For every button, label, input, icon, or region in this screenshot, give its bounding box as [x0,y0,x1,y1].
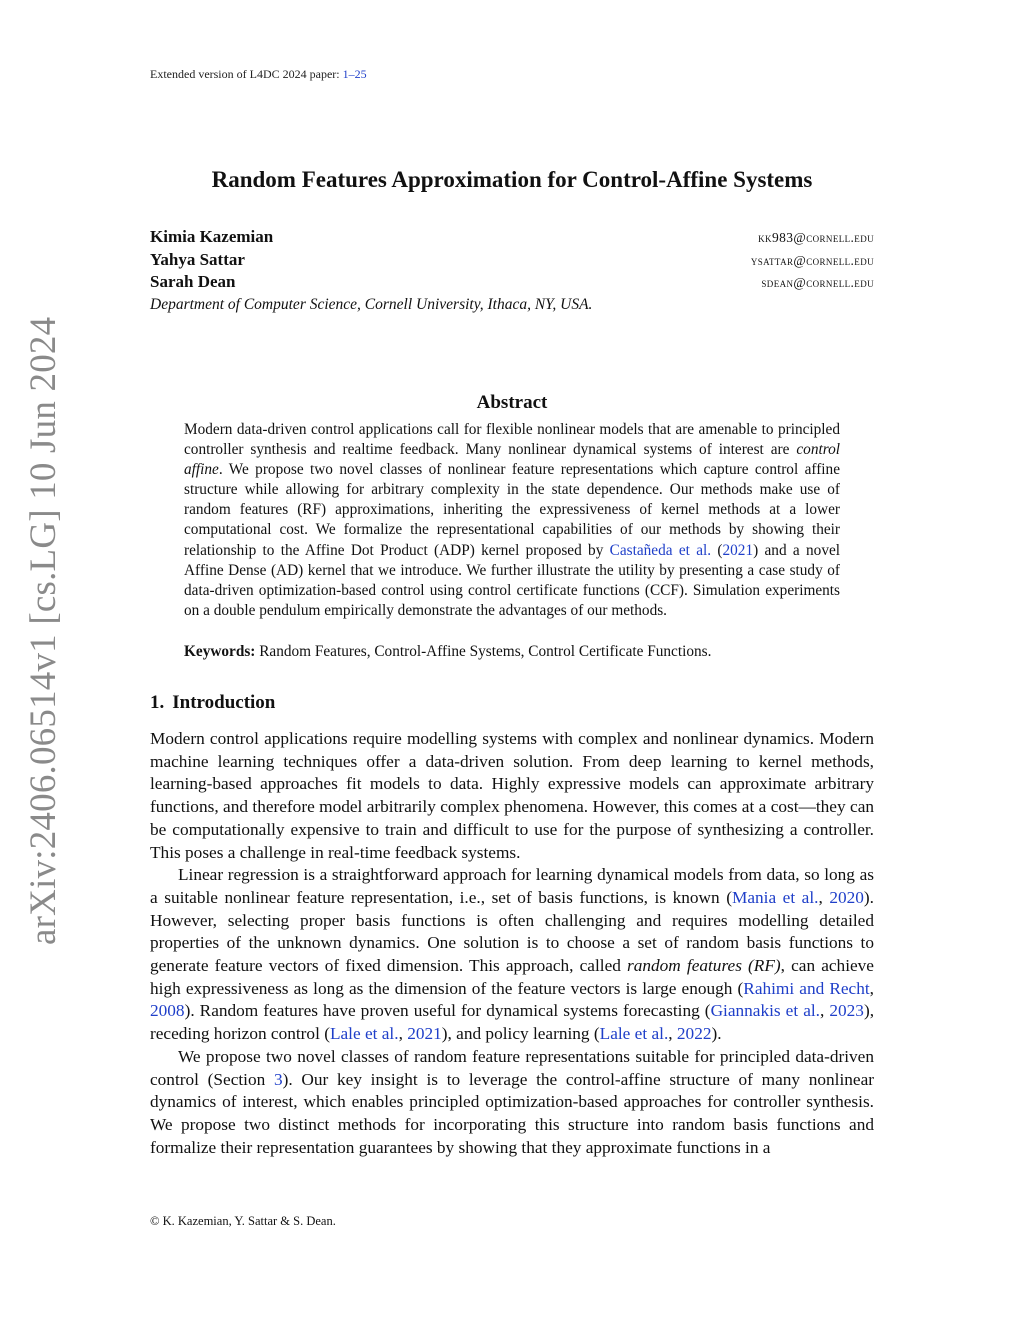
author-email: ysattar@cornell.edu [750,252,874,268]
running-header [150,67,367,82]
keywords [184,643,840,661]
author-block [150,227,874,314]
paragraph-text: ). [711,1024,722,1044]
citation-link[interactable]: Mania et al. [731,887,819,907]
citation-year-link[interactable]: 2020 [829,887,864,907]
citation-year-link[interactable]: 2008 [150,1001,185,1021]
citation-link[interactable]: Lale et al. [599,1024,669,1044]
paragraph-text: ), and policy learning ( [441,1024,600,1044]
paragraph-text: , can achieve high expressiveness as long as the dimension of the feature vectors is large enough ( [150,956,874,998]
keywords-text: Random Features, Control-Affine Systems, Control Certificate Functions. [259,643,712,660]
author-email: kk983@cornell.edu [758,230,874,245]
author-name: Kimia Kazemian [150,227,274,246]
abstract-text: and a novel Affine Dense (AD) kernel that we introduce. We further illustrate the utility by presenting a case study of data-driven optimization-based control using control certificate functions (CCF). Simulation experiments on a double pendulum empirically demonstrate the advantages of our methods. [184,541,841,619]
author-name: Sarah Dean [150,272,236,291]
paragraph: Modern control applications require modelling systems with complex and nonlinear dynamics. Modern machine learning techniques offer a data-driven solution. From deep learning to kernel methods, learning-based approaches fit models to data. Highly expressive models can approximate arbitrary functions, and therefore model arbitrarily complex phenomena. However, this comes at a cost—they can be computationally expensive to train and difficult to use for the purpose of synthesizing a controller. This poses a challenge in real-time feedback systems. [150,729,874,862]
paragraph-text: We propose two novel classes of random feature representations suitable for principled data-driven control (Section [150,1046,874,1089]
abstract-text: Modern data-driven control applications call for flexible nonlinear models that are amenable to principled controller synthesis and realtime feedback. Many nonlinear dynamical systems of interest are [184,421,840,459]
abstract-text: . We propose two novel classes of nonlinear feature representations which capture control affine structure while allowing for arbitrary complexity in the state dependence. Our methods make use of random features (RF) approximations, inheriting the expressiveness of kernel methods at a lower computational cost. We formalize the representational capabilities of our methods by showing their relationship to the Affine Dot Product (ADP) kernel proposed by [184,461,840,559]
abstract-emphasis: control affine [184,441,840,479]
arxiv-identifier: arXiv:2406.06514v1 [cs.LG] 10 Jun 2024 [23,316,64,945]
author-row [150,227,874,250]
paragraph-text: ). Our key insight is to leverage the control-affine structure of many nonlinear dynamics of interest, which enables principled optimization-based approaches for controller synthesis. We propose two distinct methods for incorporating this structure into random basis functions and formalize their representation guarantees by showing that they approximate functions in a [150,1069,874,1157]
section-title: Introduction [172,692,276,713]
affiliation: Department of Computer Science, Cornell University, Ithaca, NY, USA. [150,295,593,313]
author-row [150,250,874,273]
citation-link[interactable]: Lale et al. [329,1024,399,1044]
paragraph-emphasis: random features (RF) [627,956,781,976]
abstract-heading: Abstract [476,392,548,413]
citation-year-link[interactable]: 2021 [722,541,754,559]
abstract-body: Modern data-driven control applications call for flexible nonlinear models that are amenable to principled controller synthesis and realtime feedback. Many nonlinear dynamical systems of interest are control affine. We propose two novel classes of nonlinear feature representations which capture control affine structure while allowing for arbitrary complexity in the state dependence. Our methods make use of random features (RF) approximations, inheriting the expressiveness of kernel methods at a lower computational cost. We formalize the representational capabilities of our methods by showing their relationship to the Affine Dot Product (ADP) kernel proposed by Castañeda et al. (2021) and a novel Affine Dense (AD) kernel that we introduce. We further illustrate the utility by presenting a case study of data-driven optimization-based control using control certificate functions (CCF). Simulation experiments on a double pendulum empirically demonstrate the advantages of our methods. [184,421,841,619]
section-heading [150,692,275,714]
citation-year-link[interactable]: 2021 [407,1024,442,1044]
section-number: 1. [150,692,165,713]
keywords-label: Keywords: [184,643,256,660]
page-range-link[interactable]: 1–25 [342,67,367,81]
paragraph-text: ). However, selecting proper basis functions is often challenging and requires modelling detailed properties of the unknown dynamics. One solution is to choose a set of random basis functions to generate feature vectors of fixed dimension. This approach, called [150,887,874,976]
paragraph [150,1046,874,1160]
citation-link[interactable]: Rahimi and Recht [743,978,870,998]
author-name: Yahya Sattar [150,249,245,269]
introduction-body [150,728,874,1159]
header-text: Extended version of L4DC 2024 paper: [150,67,340,81]
paper-title: Random Features Approximation for Control-Affine Systems [211,167,813,192]
citation-year-link[interactable]: 2022 [676,1024,712,1044]
citation-link[interactable]: Giannakis et al. [710,1001,820,1021]
citation-link[interactable]: Castañeda et al. [609,541,712,559]
citation-year-link[interactable]: 2023 [829,1001,864,1021]
author-row [150,272,874,295]
paragraph-text: ). Random features have proven useful for dynamical systems forecasting ( [184,1001,711,1021]
copyright-footer: © K. Kazemian, Y. Sattar & S. Dean. [150,1214,336,1228]
section-ref-link[interactable]: 3 [273,1069,283,1089]
paragraph-text: Linear regression is a straightforward approach for learning dynamical models from data, so long as a suitable nonlinear feature representation, i.e., set of basis functions, is known ( [150,865,874,907]
paragraph-text: ), receding horizon control ( [150,1001,875,1044]
author-email: sdean@cornell.edu [761,275,874,290]
paragraph: Linear regression is a straightforward approach for learning dynamical models from data, so long as a suitable nonlinear feature representation, i.e., set of basis functions, is known (Mania et al., 2020). However, selecting proper basis functions is often challenging and requires modelling detailed properties of the unknown dynamics. One solution is to choose a set of random basis functions to generate feature vectors of fixed dimension. This approach, called random features (RF), can achieve high expressiveness as long as the dimension of the feature vectors is large enough (Rahimi and Recht, 2008). Random features have proven useful for dynamical systems forecasting (Giannakis et al., 2023), receding horizon control (Lale et al., 2021), and policy learning (Lale et al., 2022). [150,865,875,1044]
